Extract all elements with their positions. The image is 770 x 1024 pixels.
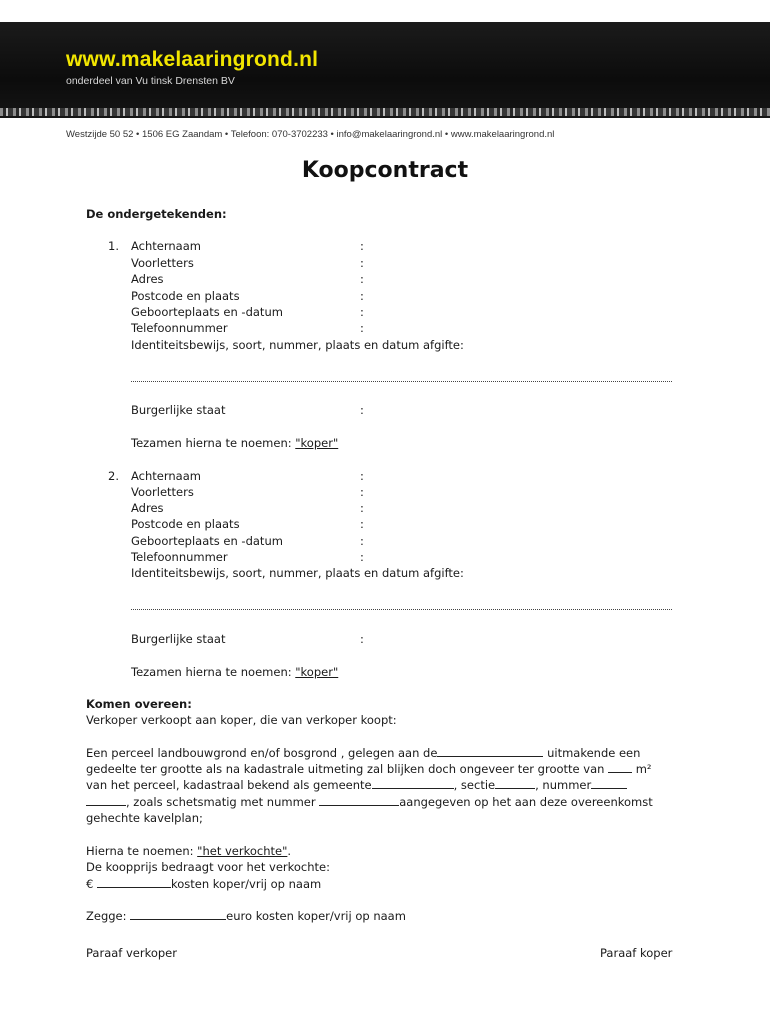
parcel-line-4	[86, 795, 653, 809]
colon: :	[360, 272, 364, 286]
party1-number: 1.	[108, 239, 119, 253]
parcel-text: van het perceel, kadastraal bekend als gemeente	[86, 778, 372, 792]
party2-civil-status: Burgerlijke staat	[131, 632, 226, 646]
company-subtitle: onderdeel van Vu tinsk Drensten BV	[66, 75, 235, 87]
price-koopprijs: De koopprijs bedraagt voor het verkochte:	[86, 860, 330, 874]
intro-heading: De ondergetekenden:	[86, 207, 227, 221]
party2-field-birth: Geboorteplaats en -datum	[131, 534, 283, 548]
euro-sign: €	[86, 877, 94, 891]
together-label: Tezamen hierna te noemen:	[131, 665, 292, 679]
price-text: kosten koper/vrij op naam	[170, 877, 322, 891]
colon: :	[360, 632, 364, 646]
blank-number[interactable]	[591, 778, 627, 789]
agree-heading: Komen overeen:	[86, 697, 192, 711]
agree-line: Verkoper verkoopt aan koper, die van verkoper koopt:	[86, 713, 397, 727]
initial-seller: Paraaf verkoper	[86, 946, 177, 960]
parcel-text: , sectie	[453, 778, 496, 792]
colon: :	[360, 403, 364, 417]
party1-field-phone: Telefoonnummer	[131, 321, 228, 335]
price-hierna: Hierna te noemen: "het verkochte".	[86, 844, 292, 858]
colon: :	[360, 305, 364, 319]
party1-civil-status: Burgerlijke staat	[131, 403, 226, 417]
colon: :	[360, 550, 364, 564]
price-zegge	[86, 909, 406, 923]
party1-id-line: Identiteitsbewijs, soort, nummer, plaats en datum afgifte:	[131, 338, 464, 352]
party1-field-birth: Geboorteplaats en -datum	[131, 305, 283, 319]
party2-dotted-line	[131, 609, 672, 610]
colon: :	[360, 501, 364, 515]
parcel-text: , zoals schetsmatig met nummer	[126, 795, 316, 809]
colon: :	[360, 469, 364, 483]
parcel-text: gedeelte ter grootte als na kadastrale uitmeting zal blijken doch ongeveer ter grootte van	[86, 762, 605, 776]
party2-together	[131, 665, 338, 679]
party1-field-address: Adres	[131, 272, 164, 286]
blank-number-cont[interactable]	[86, 795, 126, 806]
together-label: Tezamen hierna te noemen:	[131, 436, 292, 450]
parcel-text: aangegeven op het aan deze overeenkomst	[399, 795, 653, 809]
colon: :	[360, 321, 364, 335]
party2-id-line: Identiteitsbewijs, soort, nummer, plaats en datum afgifte:	[131, 566, 464, 580]
party2-field-lastname: Achternaam	[131, 469, 201, 483]
blank-location[interactable]	[437, 746, 543, 757]
parcel-text: uitmakende een	[547, 746, 641, 760]
parcel-text: m²	[635, 762, 652, 776]
blank-section[interactable]	[495, 778, 535, 789]
blank-zegge[interactable]	[130, 909, 226, 920]
blank-size[interactable]	[608, 762, 632, 773]
decorative-strip	[0, 108, 770, 116]
letterhead-banner	[0, 22, 770, 118]
party1-field-postcode: Postcode en plaats	[131, 289, 240, 303]
parcel-line-5: gehechte kavelplan;	[86, 811, 203, 825]
party1-dotted-line	[131, 381, 672, 382]
parcel-line-3	[86, 778, 627, 792]
party1-field-initials: Voorletters	[131, 256, 194, 270]
alias-verkochte: "het verkochte"	[197, 844, 288, 858]
party2-field-initials: Voorletters	[131, 485, 194, 499]
party2-field-phone: Telefoonnummer	[131, 550, 228, 564]
price-text: euro kosten koper/vrij op naam	[226, 909, 406, 923]
colon: :	[360, 289, 364, 303]
colon: :	[360, 239, 364, 253]
colon: :	[360, 517, 364, 531]
blank-price[interactable]	[97, 877, 171, 888]
zegge-label: Zegge:	[86, 909, 127, 923]
colon: :	[360, 485, 364, 499]
colon: :	[360, 256, 364, 270]
parcel-text: , nummer	[535, 778, 592, 792]
alias-koper: "koper"	[295, 436, 339, 450]
parcel-text: Een perceel landbouwgrond en/of bosgrond , gelegen aan de	[86, 746, 438, 760]
contact-line: Westzijde 50 52 • 1506 EG Zaandam • Telefoon: 070-3702233 • info@makelaaringrond.nl • www.makelaaringrond.nl	[66, 129, 555, 140]
colon: :	[360, 534, 364, 548]
party2-number: 2.	[108, 469, 119, 483]
blank-sketch-number[interactable]	[319, 795, 399, 806]
price-amount	[86, 877, 321, 891]
site-url: www.makelaaringrond.nl	[66, 48, 319, 71]
page-title: Koopcontract	[301, 158, 469, 183]
price-text: Hierna te noemen:	[86, 844, 194, 858]
blank-municipality[interactable]	[372, 778, 454, 789]
party1-field-lastname: Achternaam	[131, 239, 201, 253]
alias-koper: "koper"	[295, 665, 339, 679]
party2-field-postcode: Postcode en plaats	[131, 517, 240, 531]
party1-together	[131, 436, 338, 450]
parcel-line-2	[86, 762, 652, 776]
parcel-line-1	[86, 746, 640, 760]
party2-field-address: Adres	[131, 501, 164, 515]
initial-buyer: Paraaf koper	[600, 946, 673, 960]
